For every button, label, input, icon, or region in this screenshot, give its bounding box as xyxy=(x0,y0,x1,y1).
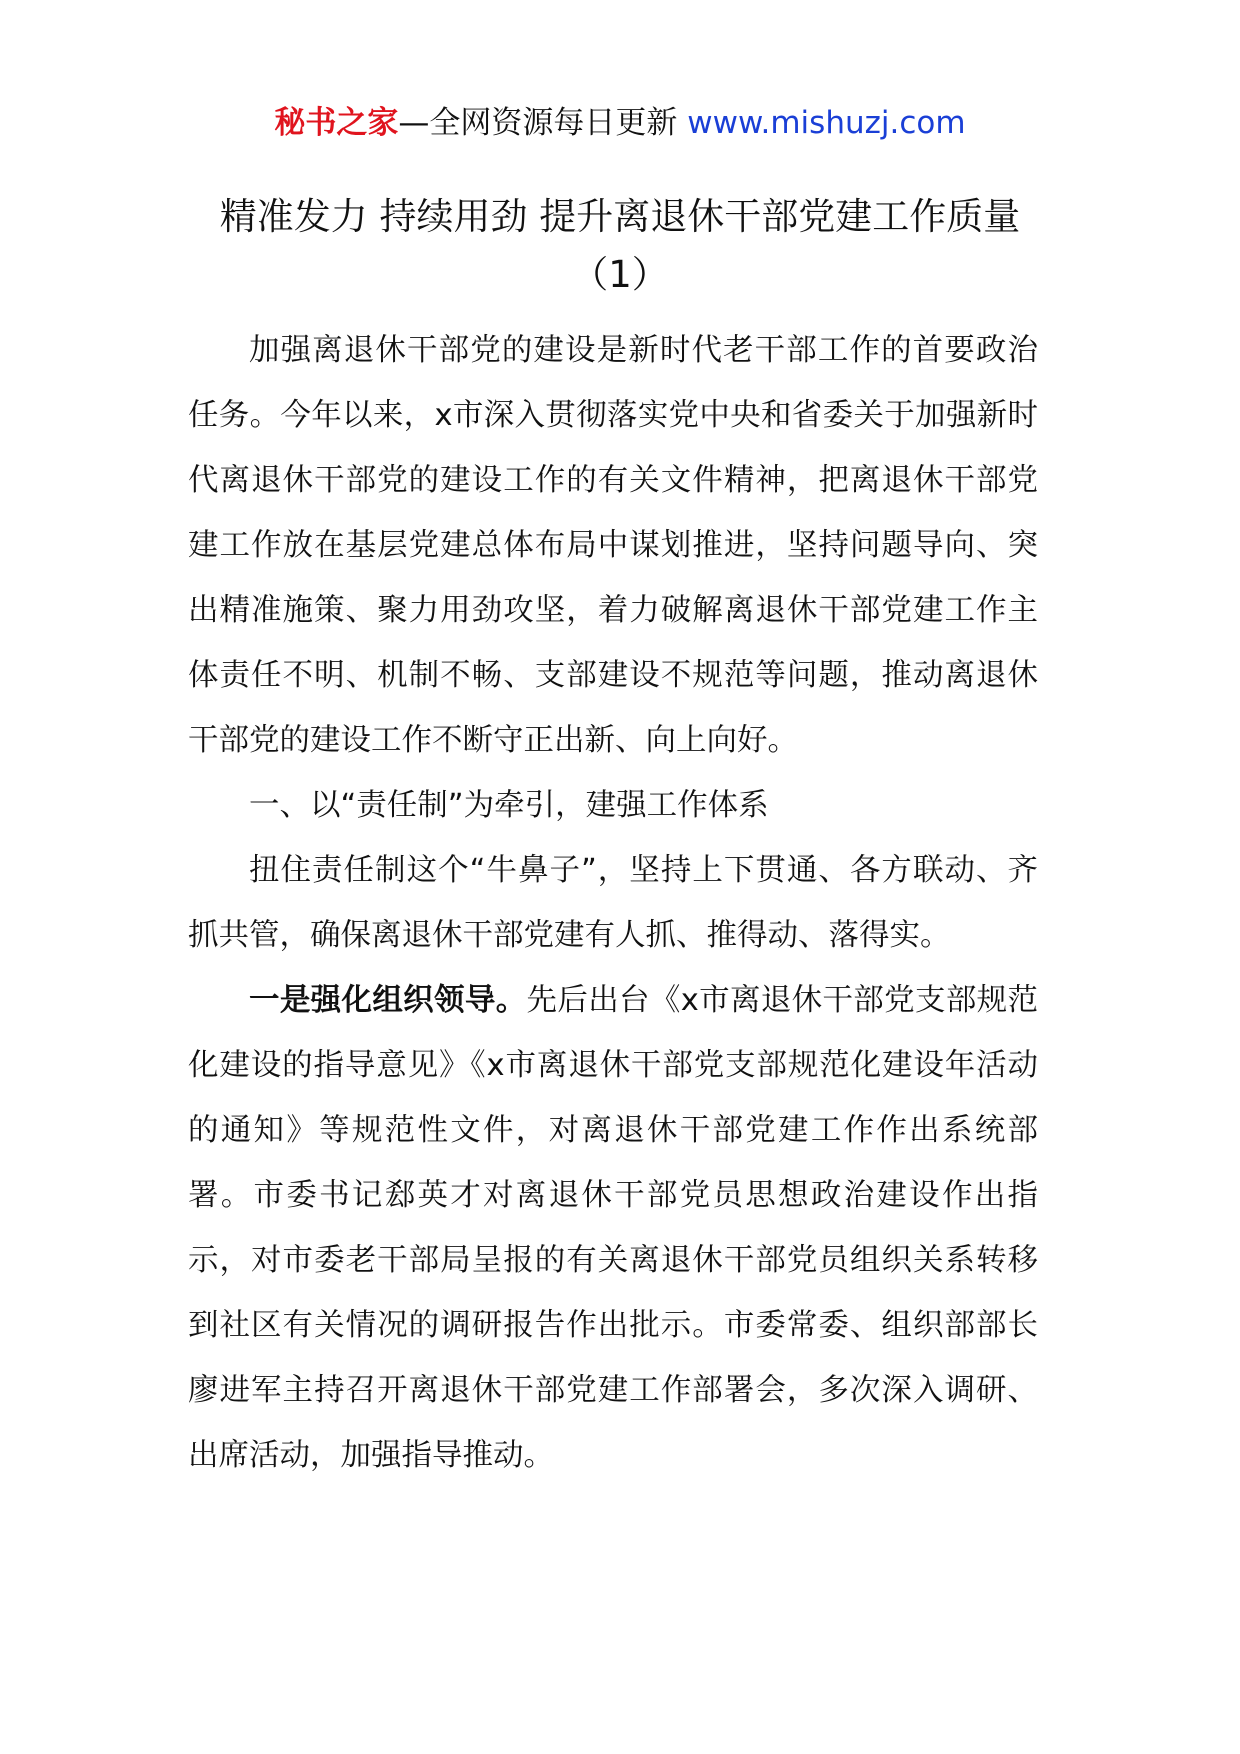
brand-name: 秘书之家 xyxy=(274,105,399,141)
site-url[interactable]: www.mishuzj.com xyxy=(687,105,966,141)
paragraph-lead-text: 一是强化组织领导。 xyxy=(249,983,527,1018)
paragraph-responsibility: 扭住责任制这个“牛鼻子”，坚持上下贯通、各方联动、齐抓共管，确保离退休干部党建有人抓、推得动、落得实。 xyxy=(188,853,1038,953)
document-body xyxy=(188,318,1038,1488)
paragraph-leadership-body: 先后出台《x市离退休干部党支部规范化建设的指导意见》《x市离退休干部党支部规范化建设年活动的通知》等规范性文件，对离退休干部党建工作作出系统部署。市委书记郄英才对离退休干部党员思想政治建设作出指示，对市委老干部局呈报的有关离退休干部党员组织关系转移到社区有关情况的调研报告作出批示。市委常委、组织部部长廖进军主持召开离退休干部党建工作部署会，多次深入调研、出席活动，加强指导推动。 xyxy=(188,983,1038,1473)
paragraph-intro: 加强离退休干部党的建设是新时代老干部工作的首要政治任务。今年以来，x市深入贯彻落实党中央和省委关于加强新时代离退休干部党的建设工作的有关文件精神，把离退休干部党建工作放在基层党建总体布局中谋划推进，坚持问题导向、突出精准施策、聚力用劲攻坚，着力破解离退休干部党建工作主体责任不明、机制不畅、支部建设不规范等问题，推动离退休干部党的建设工作不断守正出新、向上向好。 xyxy=(188,333,1038,758)
brand-tagline: —全网资源每日更新 xyxy=(398,105,678,141)
paragraph-leadership xyxy=(188,968,1038,1488)
section-heading-1: 一、以“责任制”为牵引，建强工作体系 xyxy=(249,788,769,823)
document-title xyxy=(150,188,1090,304)
title-line-2: （1） xyxy=(571,253,669,296)
title-line-1: 精准发力 持续用劲 提升离退休干部党建工作质量 xyxy=(219,195,1021,238)
watermark-header xyxy=(0,98,1240,148)
